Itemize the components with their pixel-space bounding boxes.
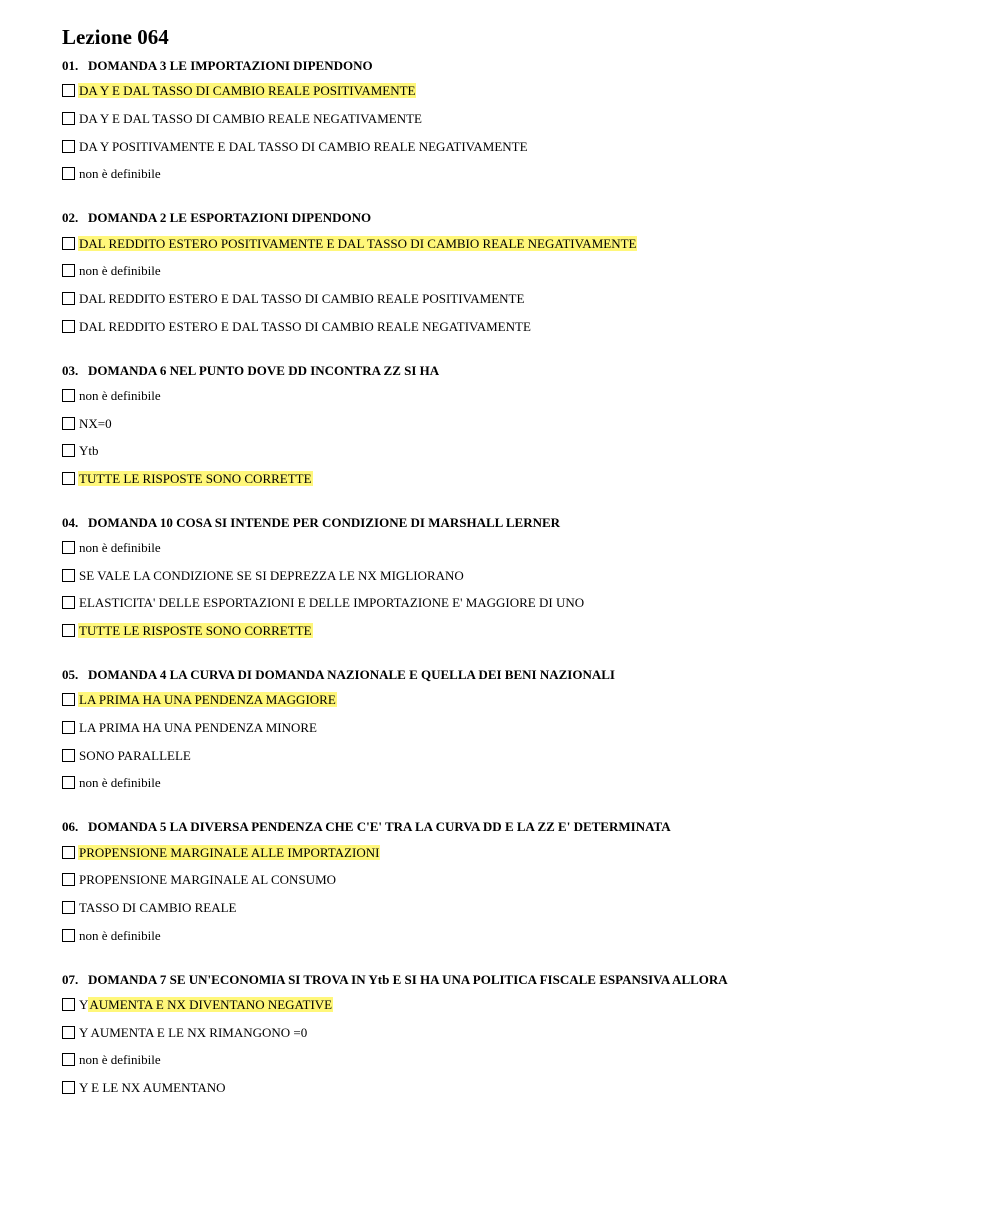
answer-option[interactable] (62, 991, 962, 1019)
question-title (62, 363, 962, 379)
answer-option[interactable] (62, 132, 962, 160)
answer-prefix: Y (79, 996, 89, 1012)
question-title (62, 972, 962, 988)
answer-text: DA Y POSITIVAMENTE E DAL TASSO DI CAMBIO REALE NEGATIVAMENTE (79, 138, 528, 154)
answer-checkbox[interactable] (62, 776, 75, 789)
question-list (62, 58, 962, 1101)
question-text: DOMANDA 10 COSA SI INTENDE PER CONDIZIONE DI MARSHALL LERNER (88, 514, 561, 530)
answer-checkbox[interactable] (62, 596, 75, 609)
answer-text: non è definibile (79, 166, 161, 182)
answer-option[interactable] (62, 838, 962, 866)
answer-text: PROPENSIONE MARGINALE AL CONSUMO (79, 872, 337, 888)
answer-text: TASSO DI CAMBIO REALE (79, 899, 237, 915)
question-number: 06. (62, 819, 79, 835)
answer-option[interactable] (62, 534, 962, 562)
answer-text-highlighted: PROPENSIONE MARGINALE ALLE IMPORTAZIONI (79, 844, 380, 860)
question-number: 07. (62, 971, 79, 987)
answer-option[interactable] (62, 105, 962, 133)
answer-checkbox[interactable] (62, 929, 75, 942)
question-text: DOMANDA 6 NEL PUNTO DOVE DD INCONTRA ZZ SI HA (88, 362, 440, 378)
question-title (62, 819, 962, 835)
answer-checkbox[interactable] (62, 389, 75, 402)
answer-checkbox[interactable] (62, 873, 75, 886)
answer-checkbox[interactable] (62, 693, 75, 706)
answer-text: Y E LE NX AUMENTANO (79, 1079, 226, 1095)
answer-checkbox[interactable] (62, 624, 75, 637)
answer-checkbox[interactable] (62, 292, 75, 305)
answer-option[interactable] (62, 1046, 962, 1074)
answer-option[interactable] (62, 741, 962, 769)
answer-text-highlighted: TUTTE LE RISPOSTE SONO CORRETTE (79, 470, 312, 486)
question-block (62, 363, 962, 493)
answer-checkbox[interactable] (62, 1081, 75, 1094)
answer-checkbox[interactable] (62, 444, 75, 457)
question-spacer (62, 188, 962, 203)
answer-text: LA PRIMA HA UNA PENDENZA MINORE (79, 720, 317, 736)
question-block (62, 667, 962, 797)
answer-text: ELASTICITA' DELLE ESPORTAZIONI E DELLE IMPORTAZIONE E' MAGGIORE DI UNO (79, 595, 585, 611)
answer-checkbox[interactable] (62, 901, 75, 914)
answer-text: non è definibile (79, 927, 161, 943)
answer-checkbox[interactable] (62, 112, 75, 125)
question-block (62, 819, 962, 949)
answer-text: non è definibile (79, 540, 161, 556)
answer-option[interactable] (62, 77, 962, 105)
answer-checkbox[interactable] (62, 721, 75, 734)
question-block (62, 515, 962, 645)
answer-checkbox[interactable] (62, 140, 75, 153)
question-text: DOMANDA 2 LE ESPORTAZIONI DIPENDONO (88, 210, 372, 226)
answer-text: non è definibile (79, 775, 161, 791)
answer-text-highlighted: DAL REDDITO ESTERO POSITIVAMENTE E DAL TASSO DI CAMBIO REALE NEGATIVAMENTE (79, 235, 637, 251)
answer-checkbox[interactable] (62, 846, 75, 859)
answer-text: non è definibile (79, 1052, 161, 1068)
question-title (62, 210, 962, 226)
answer-option[interactable] (62, 285, 962, 313)
answer-option[interactable] (62, 921, 962, 949)
answer-option[interactable] (62, 589, 962, 617)
question-title (62, 667, 962, 683)
answer-text: DA Y E DAL TASSO DI CAMBIO REALE NEGATIVAMENTE (79, 111, 422, 127)
question-text: DOMANDA 5 LA DIVERSA PENDENZA CHE C'E' TRA LA CURVA DD E LA ZZ E' DETERMINATA (88, 819, 671, 835)
answer-text-highlighted: AUMENTA E NX DIVENTANO NEGATIVE (89, 996, 333, 1012)
question-text: DOMANDA 7 SE UN'ECONOMIA SI TROVA IN Ytb E SI HA UNA POLITICA FISCALE ESPANSIVA ALLORA (88, 971, 728, 987)
lesson-title: Lezione 064 (62, 25, 169, 49)
answer-text: SONO PARALLELE (79, 747, 191, 763)
answer-text: NX=0 (79, 415, 112, 431)
question-number: 04. (62, 514, 79, 530)
answer-text: DAL REDDITO ESTERO E DAL TASSO DI CAMBIO REALE POSITIVAMENTE (79, 290, 525, 306)
question-text: DOMANDA 3 LE IMPORTAZIONI DIPENDONO (88, 58, 373, 73)
answer-checkbox[interactable] (62, 84, 75, 97)
answer-checkbox[interactable] (62, 264, 75, 277)
answer-option[interactable] (62, 160, 962, 188)
answer-option[interactable] (62, 866, 962, 894)
answer-checkbox[interactable] (62, 541, 75, 554)
answer-checkbox[interactable] (62, 998, 75, 1011)
answer-text: non è definibile (79, 263, 161, 279)
document-page (62, 24, 962, 1101)
answer-option[interactable] (62, 229, 962, 257)
question-title (62, 515, 962, 531)
answer-option[interactable] (62, 617, 962, 645)
answer-option[interactable] (62, 1018, 962, 1046)
answer-text: non è definibile (79, 387, 161, 403)
answer-text: Ytb (79, 443, 99, 459)
answer-option[interactable] (62, 714, 962, 742)
question-number: 05. (62, 667, 79, 682)
answer-checkbox[interactable] (62, 569, 75, 582)
answer-checkbox[interactable] (62, 417, 75, 430)
answer-checkbox[interactable] (62, 1026, 75, 1039)
question-spacer (62, 340, 962, 355)
answer-option[interactable] (62, 465, 962, 493)
question-number: 03. (62, 362, 79, 378)
answer-option[interactable] (62, 382, 962, 410)
answer-option[interactable] (62, 686, 962, 714)
answer-option[interactable] (62, 257, 962, 285)
question-block (62, 972, 962, 1102)
question-title (62, 58, 962, 74)
answer-option[interactable] (62, 1074, 962, 1102)
question-spacer (62, 949, 962, 964)
answer-checkbox[interactable] (62, 472, 75, 485)
answer-text: SE VALE LA CONDIZIONE SE SI DEPREZZA LE NX MIGLIORANO (79, 567, 464, 583)
answer-option[interactable] (62, 312, 962, 340)
answer-checkbox[interactable] (62, 320, 75, 333)
question-spacer (62, 492, 962, 507)
answer-text-highlighted: DA Y E DAL TASSO DI CAMBIO REALE POSITIVAMENTE (79, 83, 416, 99)
answer-checkbox[interactable] (62, 749, 75, 762)
answer-option[interactable] (62, 894, 962, 922)
answer-option[interactable] (62, 769, 962, 797)
answer-option[interactable] (62, 409, 962, 437)
answer-text-highlighted: LA PRIMA HA UNA PENDENZA MAGGIORE (79, 692, 336, 708)
answer-checkbox[interactable] (62, 1053, 75, 1066)
question-text: DOMANDA 4 LA CURVA DI DOMANDA NAZIONALE E QUELLA DEI BENI NAZIONALI (88, 667, 615, 682)
answer-checkbox[interactable] (62, 237, 75, 250)
answer-text-highlighted: TUTTE LE RISPOSTE SONO CORRETTE (79, 623, 312, 639)
answer-text: DAL REDDITO ESTERO E DAL TASSO DI CAMBIO REALE NEGATIVAMENTE (79, 318, 531, 334)
answer-text: Y AUMENTA E LE NX RIMANGONO =0 (79, 1024, 308, 1040)
answer-option[interactable] (62, 437, 962, 465)
question-number: 01. (62, 58, 79, 73)
question-spacer (62, 645, 962, 660)
answer-option[interactable] (62, 561, 962, 589)
question-number: 02. (62, 210, 79, 226)
answer-checkbox[interactable] (62, 167, 75, 180)
question-block (62, 58, 962, 188)
question-spacer (62, 797, 962, 812)
question-block (62, 210, 962, 340)
